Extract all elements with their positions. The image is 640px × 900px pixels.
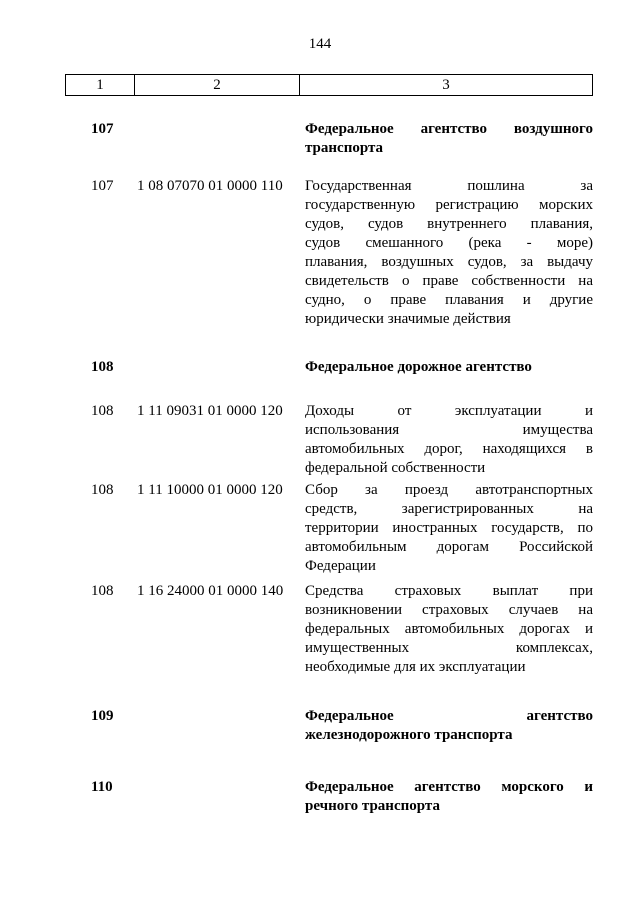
revenue-description <box>305 120 593 158</box>
admin-code: 110 <box>91 779 113 795</box>
revenue-description <box>305 402 593 478</box>
description-line: судов смешанного (река - море) <box>305 235 593 251</box>
description-line: Государственная пошлина за <box>305 178 593 194</box>
description-line: территории иностранных государств, по <box>305 520 593 536</box>
admin-code: 108 <box>91 359 114 375</box>
column-header-1: 1 <box>66 75 135 95</box>
revenue-description <box>305 358 593 377</box>
description-line: плавания, воздушных судов, за выдачу <box>305 254 593 270</box>
description-line: железнодорожного транспорта <box>305 727 513 743</box>
description-line: Средства страховых выплат при <box>305 583 593 599</box>
admin-code: 108 <box>91 482 114 498</box>
admin-code: 109 <box>91 708 114 724</box>
description-line: имущественных комплексах, <box>305 640 593 656</box>
description-line: автомобильных дорог, находящихся в <box>305 441 593 457</box>
description-line: судно, о праве плавания и другие <box>305 292 593 308</box>
revenue-description <box>305 481 593 576</box>
description-line: юридически значимые действия <box>305 311 511 327</box>
revenue-classification-code: 1 16 24000 01 0000 140 <box>137 583 284 599</box>
page-number: 144 <box>308 36 332 52</box>
admin-code: 108 <box>91 403 114 419</box>
admin-code: 107 <box>91 121 114 137</box>
column-header-2: 2 <box>135 75 300 95</box>
column-header-3: 3 <box>442 76 450 93</box>
description-line: Федерации <box>305 558 376 574</box>
description-line: использования имущества <box>305 422 593 438</box>
description-line: федеральной собственности <box>305 460 486 476</box>
column-header-table <box>65 74 593 96</box>
revenue-classification-code: 1 11 10000 01 0000 120 <box>137 482 283 498</box>
description-line: свидетельств о праве собственности на <box>305 273 593 289</box>
description-line: средств, зарегистрированных на <box>305 501 593 517</box>
description-line: речного транспорта <box>305 798 440 814</box>
revenue-classification-code: 1 11 09031 01 0000 120 <box>137 403 283 419</box>
admin-code: 107 <box>91 178 114 194</box>
description-line: судов, судов внутреннего плавания, <box>305 216 593 232</box>
description-line: Федеральное агентство морского и <box>305 779 593 795</box>
description-line: государственную регистрацию морских <box>305 197 593 213</box>
description-line: Федеральное агентство <box>305 708 593 724</box>
description-line: Сбор за проезд автотранспортных <box>305 482 593 498</box>
revenue-description <box>305 582 593 677</box>
description-line: Доходы от эксплуатации и <box>305 403 593 419</box>
description-line: Федеральное дорожное агентство <box>305 359 532 375</box>
admin-code: 108 <box>91 583 114 599</box>
revenue-description <box>305 177 593 329</box>
description-line: транспорта <box>305 140 384 156</box>
revenue-classification-code: 1 08 07070 01 0000 110 <box>137 178 283 194</box>
description-line: необходимые для их эксплуатации <box>305 659 526 675</box>
revenue-description <box>305 778 593 816</box>
revenue-description <box>305 707 593 745</box>
description-line: федеральных автомобильных дорогах и <box>305 621 593 637</box>
description-line: возникновении страховых случаев на <box>305 602 593 618</box>
description-line: автомобильным дорогам Российской <box>305 539 593 555</box>
description-line: Федеральное агентство воздушного <box>305 121 593 137</box>
